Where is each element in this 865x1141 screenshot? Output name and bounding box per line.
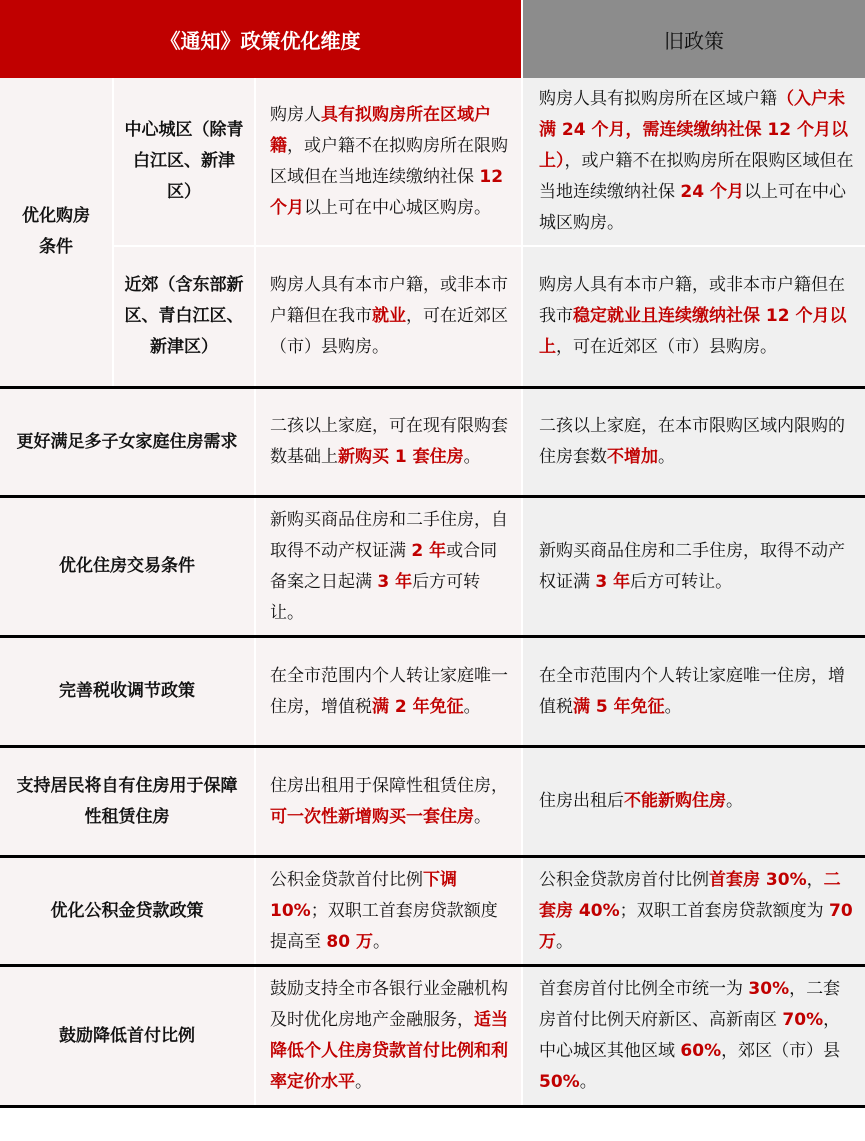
policy-text: 。 bbox=[474, 806, 491, 827]
policy-text: 新购买商品住房和二手住房，自取得不动产权证满 bbox=[270, 509, 508, 561]
area-cell: 近郊（含东部新区、青白江区、新津区） bbox=[113, 246, 255, 388]
policy-text: ，二套房首付比例天府新区、高新南区 bbox=[539, 979, 841, 1030]
table-row bbox=[0, 246, 865, 388]
old-policy-cell bbox=[522, 78, 865, 246]
highlighted-text: 具有拟购房所在区域户籍 bbox=[270, 104, 491, 156]
table-row bbox=[0, 388, 865, 497]
table-row bbox=[0, 78, 865, 246]
policy-text: 购房人具有拟购房所在区域户籍 bbox=[539, 89, 777, 109]
policy-text: ，可在近郊区（市）县购房。 bbox=[556, 337, 777, 357]
policy-text: 。 bbox=[463, 447, 481, 467]
new-policy-cell bbox=[255, 78, 522, 246]
table-row bbox=[0, 857, 865, 966]
header-old-policy: 旧政策 bbox=[522, 0, 865, 78]
highlighted-text: 下调 10% bbox=[270, 869, 457, 921]
highlighted-text: （入户未满 24 个月，需连续缴纳社保 12 个月以上） bbox=[539, 89, 848, 171]
highlighted-text: 适当降低个人住房贷款首付比例和利率定价水平 bbox=[270, 1010, 508, 1092]
old-policy-cell bbox=[522, 637, 865, 747]
policy-text: 或合同备案之日起满 bbox=[270, 540, 498, 592]
category-cell: 更好满足多子女家庭住房需求 bbox=[0, 388, 255, 497]
highlighted-text: 30% bbox=[748, 979, 790, 999]
policy-text: ， bbox=[806, 869, 824, 890]
table-row bbox=[0, 497, 865, 637]
new-policy-cell bbox=[255, 857, 522, 966]
policy-text: 。 bbox=[463, 696, 481, 717]
policy-text: 购房人具有本市户籍，或非本市户籍但在我市 bbox=[270, 275, 508, 326]
highlighted-text: 二套房 40% bbox=[539, 869, 841, 921]
highlighted-text: 12 个月 bbox=[270, 166, 504, 218]
new-policy-cell bbox=[255, 246, 522, 388]
new-policy-cell bbox=[255, 497, 522, 637]
highlighted-text: 2 年 bbox=[411, 540, 447, 561]
policy-text: 。 bbox=[556, 931, 573, 952]
highlighted-text: 70 万 bbox=[539, 900, 853, 952]
header-row bbox=[0, 0, 865, 78]
category-cell: 鼓励降低首付比例 bbox=[0, 966, 255, 1107]
policy-text: ，中心城区其他区域 bbox=[539, 1010, 841, 1061]
policy-text: 二孩以上家庭，可在现有限购套数基础上 bbox=[270, 416, 508, 467]
policy-text: 住房出租后 bbox=[539, 791, 624, 811]
policy-text: 。 bbox=[726, 791, 743, 811]
table-row bbox=[0, 747, 865, 857]
policy-text: ，或户籍不在拟购房所在限购区域但在当地连续缴纳社保 bbox=[539, 151, 854, 202]
policy-text: 首套房首付比例全市统一为 bbox=[539, 979, 749, 999]
highlighted-text: 稳定就业且连续缴纳社保 12 个月以上 bbox=[539, 306, 847, 357]
category-cell: 完善税收调节政策 bbox=[0, 637, 255, 747]
highlighted-text: 70% bbox=[782, 1010, 824, 1030]
policy-text: 住房出租用于保障性租赁住房， bbox=[270, 775, 508, 796]
policy-text: 后方可转让。 bbox=[630, 571, 733, 592]
category-cell: 支持居民将自有住房用于保障性租赁住房 bbox=[0, 747, 255, 857]
policy-text: 在全市范围内个人转让家庭唯一住房，增值税 bbox=[270, 665, 508, 717]
highlighted-text: 就业 bbox=[372, 306, 406, 326]
highlighted-text: 3 年 bbox=[377, 571, 413, 592]
policy-text: 二孩以上家庭，在本市限购区域内限购的住房套数 bbox=[539, 416, 845, 467]
highlighted-text: 不增加 bbox=[607, 447, 658, 467]
policy-text: ，郊区（市）县 bbox=[721, 1041, 841, 1061]
area-cell: 中心城区（除青白江区、新津区） bbox=[113, 78, 255, 246]
highlighted-text: 80 万 bbox=[326, 931, 373, 952]
highlighted-text: 满 5 年免征 bbox=[573, 696, 665, 717]
policy-text: ，或户籍不在拟购房所在限购区域但在当地连续缴纳社保 bbox=[270, 135, 508, 187]
new-policy-cell bbox=[255, 637, 522, 747]
policy-text: 以上可在中心城区购房。 bbox=[539, 182, 846, 233]
highlighted-text: 新购买 1 套住房 bbox=[338, 447, 464, 467]
table-row bbox=[0, 637, 865, 747]
old-policy-cell bbox=[522, 966, 865, 1107]
new-policy-cell bbox=[255, 388, 522, 497]
highlighted-text: 首套房 30% bbox=[709, 869, 807, 890]
policy-text: 公积金贷款房首付比例 bbox=[539, 869, 709, 890]
policy-text: 以上可在中心城区购房。 bbox=[304, 197, 491, 218]
policy-text: 。 bbox=[664, 696, 682, 717]
policy-text: 在全市范围内个人转让家庭唯一住房，增值税 bbox=[539, 665, 845, 717]
highlighted-text: 50% bbox=[539, 1072, 580, 1092]
category-cell: 优化购房条件 bbox=[0, 78, 113, 388]
policy-text: 公积金贷款首付比例 bbox=[270, 869, 423, 890]
category-cell: 优化公积金贷款政策 bbox=[0, 857, 255, 966]
policy-text: 。 bbox=[372, 931, 390, 952]
new-policy-cell bbox=[255, 966, 522, 1107]
policy-text: ，可在近郊区（市）县购房。 bbox=[270, 306, 508, 357]
policy-text: 购房人 bbox=[270, 104, 321, 125]
table-row bbox=[0, 966, 865, 1107]
old-policy-cell bbox=[522, 497, 865, 637]
policy-text: ；双职工首套房贷款额度提高至 bbox=[270, 900, 498, 952]
policy-text: 。 bbox=[355, 1072, 372, 1092]
highlighted-text: 不能新购住房 bbox=[624, 791, 726, 811]
highlighted-text: 满 2 年免征 bbox=[372, 696, 464, 717]
highlighted-text: 3 年 bbox=[595, 571, 631, 592]
highlighted-text: 24 个月 bbox=[680, 182, 744, 202]
old-policy-cell bbox=[522, 857, 865, 966]
policy-text: 。 bbox=[658, 447, 675, 467]
old-policy-cell bbox=[522, 747, 865, 857]
policy-text: 鼓励支持全市各银行业金融机构及时优化房地产金融服务， bbox=[270, 979, 508, 1030]
policy-text: 新购买商品住房和二手住房，取得不动产权证满 bbox=[539, 540, 845, 592]
header-new-policy: 《通知》政策优化维度 bbox=[0, 0, 522, 78]
policy-text: 。 bbox=[579, 1072, 597, 1092]
old-policy-cell bbox=[522, 388, 865, 497]
highlighted-text: 60% bbox=[680, 1041, 722, 1061]
new-policy-cell bbox=[255, 747, 522, 857]
policy-text: 后方可转让。 bbox=[270, 571, 481, 623]
policy-text: 购房人具有本市户籍，或非本市户籍但在我市 bbox=[539, 275, 845, 326]
old-policy-cell bbox=[522, 246, 865, 388]
category-cell: 优化住房交易条件 bbox=[0, 497, 255, 637]
highlighted-text: 可一次性新增购买一套住房 bbox=[270, 806, 474, 827]
policy-text: ；双职工首套房贷款额度为 bbox=[619, 900, 830, 921]
